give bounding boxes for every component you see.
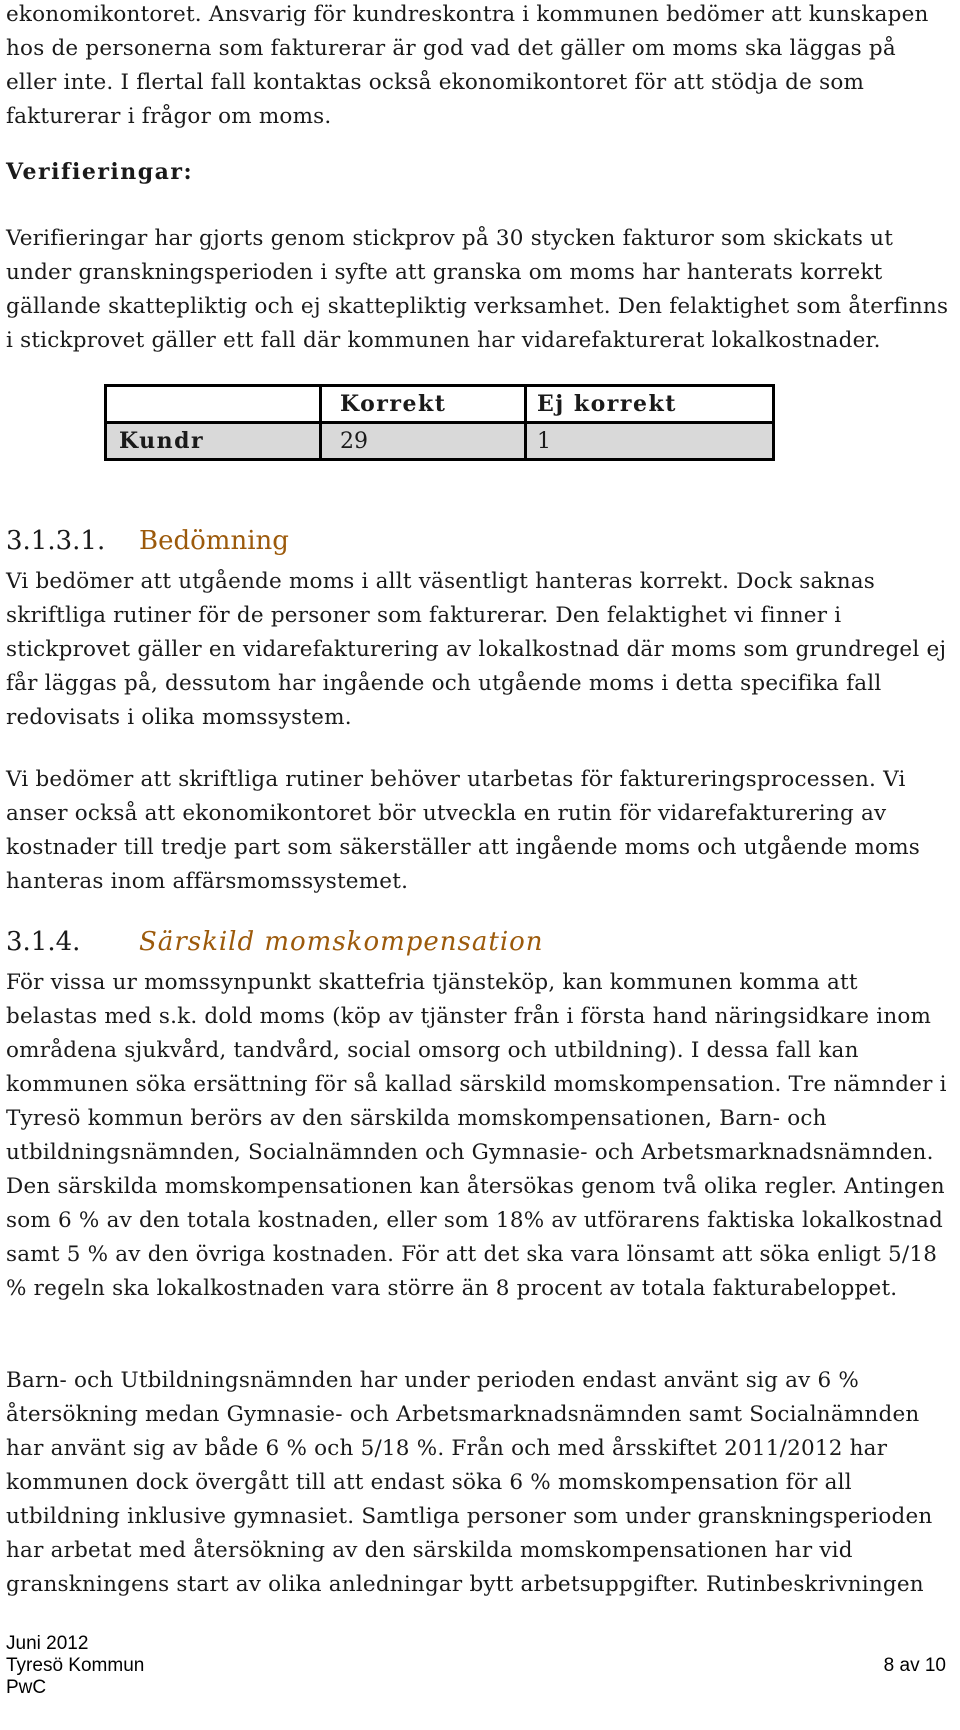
table-header-cell (106, 386, 321, 423)
table-header-cell: Korrekt (321, 386, 526, 423)
table-cell: Kundr (106, 423, 321, 460)
section-title: Särskild momskompensation (139, 927, 544, 957)
momskompensation-paragraph-2: Barn- och Utbildningsnämnden har under perioden endast använt sig av 6 % återsökning medan Gymnasie- och Arbetsmarknadsnämnden samt Socialnämnden har använt sig av både 6 % och 5/18 %. Från och med årsskiftet 2011/2012 har kommunen dock övergått till att endast söka 6 % momskompensation för all utbildning inklusive gymnasiet. Samtliga personer som under granskningsperioden har arbetat med återsökning av den särskilda momskompensationen har vid granskningens start av olika anledningar bytt arbetsuppgifter. Rutinbeskrivningen (6, 1368, 933, 1597)
footer-date: Juni 2012 (6, 1633, 89, 1654)
section-heading-bedomning (6, 526, 289, 556)
page-footer (6, 1633, 950, 1699)
section-title: Bedömning (139, 526, 289, 556)
verifieringar-paragraph: Verifieringar har gjorts genom stickprov på 30 stycken fakturor som skickats ut under granskningsperioden i syfte att granska om moms har hanterats korrekt gällande skattepliktig och ej skattepliktig verksamhet. Den felaktighet som återfinns i stickprovet gäller ett fall där kommunen har vidarefakturerat lokalkostnader. (6, 226, 949, 353)
sample-table (104, 384, 775, 461)
bedomning-paragraph-1: Vi bedömer att utgående moms i allt väsentligt hanteras korrekt. Dock saknas skriftliga rutiner för de personer som fakturerar. Den felaktighet vi finner i stickprovet gäller en vidarefakturering av lokalkostnad där moms som grundregel ej får läggas på, dessutom har ingående och utgående moms i detta specifika fall redovisats i olika momssystem. (6, 569, 947, 730)
section-number: 3.1.3.1. (6, 526, 106, 556)
table-header-row (106, 386, 774, 423)
verifieringar-heading: Verifieringar: (6, 159, 194, 185)
table-cell: 29 (321, 423, 526, 460)
table-header-cell: Ej korrekt (526, 386, 774, 423)
intro-paragraph: ekonomikontoret. Ansvarig för kundreskontra i kommunen bedömer att kunskapen hos de personerna som fakturerar är god vad det gäller om moms ska läggas på eller inte. I flertal fall kontaktas också ekonomikontoret för att stödja de som fakturerar i frågor om moms. (6, 2, 929, 129)
table-cell: 1 (526, 423, 774, 460)
section-number: 3.1.4. (6, 927, 81, 957)
table-row (106, 423, 774, 460)
section-heading-momskompensation (6, 927, 544, 957)
footer-company: PwC (6, 1677, 47, 1698)
page-number: 8 av 10 (883, 1655, 946, 1676)
bedomning-paragraph-2: Vi bedömer att skriftliga rutiner behöver utarbetas för faktureringsprocessen. Vi anser också att ekonomikontoret bör utveckla en rutin för vidarefakturering av kostnader till tredje part som säkerställer att ingående moms och utgående moms hanteras inom affärsmomssystemet. (6, 767, 921, 894)
footer-organization: Tyresö Kommun (6, 1655, 145, 1676)
momskompensation-paragraph-1: För vissa ur momssynpunkt skattefria tjänsteköp, kan kommunen komma att belastas med s.k. dold moms (köp av tjänster från i första hand näringsidkare inom områdena sjukvård, tandvård, social omsorg och utbildning). I dessa fall kan kommunen söka ersättning för så kallad särskild momskompensation. Tre nämnder i Tyresö kommun berörs av den särskilda momskompensationen, Barn- och utbildningsnämnden, Socialnämnden och Gymnasie- och Arbetsmarknadsnämnden. Den särskilda momskompensationen kan återsökas genom två olika regler. Antingen som 6 % av den totala kostnaden, eller som 18% av utförarens faktiska lokalkostnad samt 5 % av den övriga kostnaden. För att det ska vara lönsamt att söka enligt 5/18 % regeln ska lokalkostnaden vara större än 8 procent av totala fakturabeloppet. (6, 970, 947, 1301)
